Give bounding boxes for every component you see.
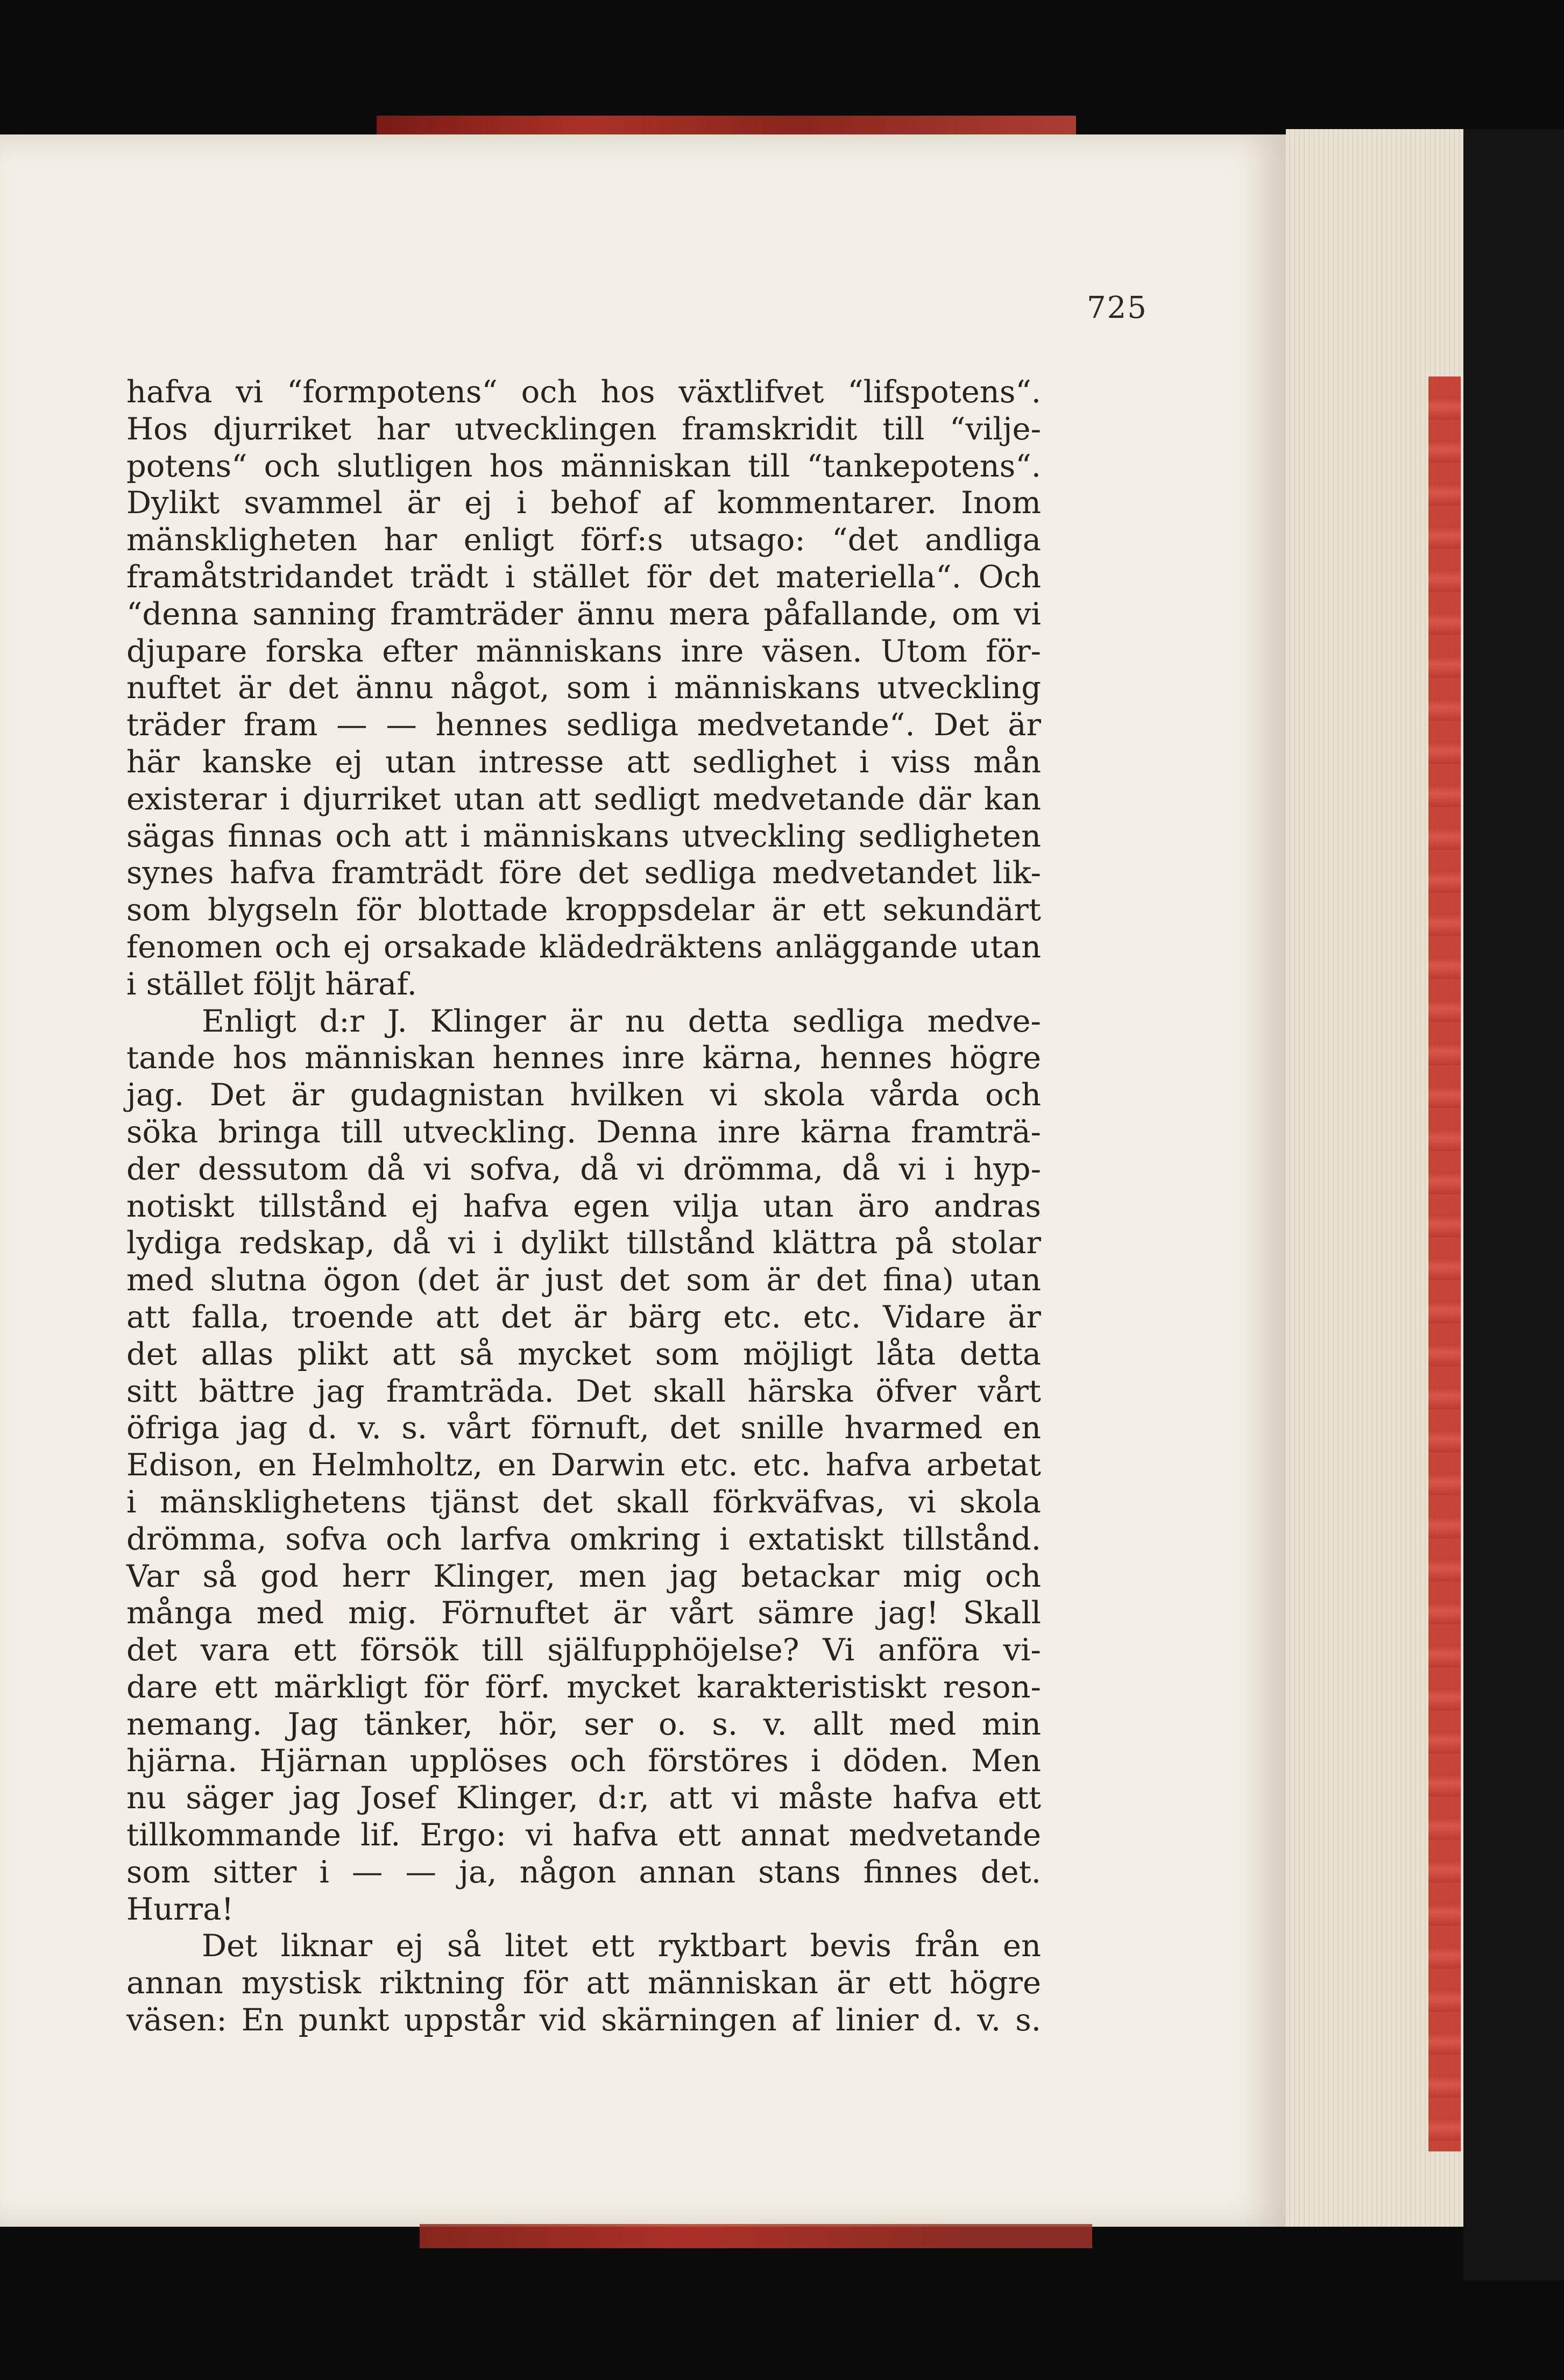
text-line: sägas finnas och att i människans utveckling sedligheten — [126, 818, 1041, 854]
text-line: tande hos människan hennes inre kärna, hennes högre — [126, 1040, 1041, 1076]
text-line: med slutna ögon (det är just det som är det fina) utan — [126, 1262, 1041, 1298]
text-line: tillkommande lif. Ergo: vi hafva ett annat medvetande — [126, 1817, 1041, 1853]
text-line: söka bringa till utveckling. Denna inre kärna framträ- — [126, 1113, 1041, 1150]
text-line: det allas plikt att så mycket som möjligt låta detta — [126, 1335, 1041, 1372]
text-line: sitt bättre jag framträda. Det skall härska öfver vårt — [126, 1373, 1041, 1409]
text-line: potens“ och slutligen hos människan till “tankepotens“. — [126, 447, 1041, 484]
text-line: som sitter i — — ja, någon annan stans finnes det. — [126, 1853, 1041, 1890]
text-line: lydiga redskap, då vi i dylikt tillstånd klättra på stolar — [126, 1225, 1041, 1261]
text-line: synes hafva framträdt före det sedliga medvetandet lik- — [126, 855, 1041, 891]
text-line: Var så god herr Klinger, men jag betackar mig och — [126, 1558, 1041, 1594]
text-line: existerar i djurriket utan att sedligt medvetande där kan — [126, 780, 1041, 817]
text-line: Enligt d:r J. Klinger är nu detta sedliga medve- — [202, 1003, 1041, 1039]
text-line: att falla, troende att det är bärg etc. etc. Vidare är — [126, 1298, 1041, 1335]
text-line: dare ett märkligt för förf. mycket karakteristiskt reson- — [126, 1668, 1041, 1705]
text-line: många med mig. Förnuftet är vårt sämre jag! Skall — [126, 1595, 1041, 1631]
text-line: det vara ett försök till själfupphöjelse? Vi anföra vi- — [126, 1632, 1041, 1668]
text-line: annan mystisk riktning för att människan är ett högre — [126, 1965, 1041, 2001]
text-line: nu säger jag Josef Klinger, d:r, att vi måste hafva ett — [126, 1780, 1041, 1816]
text-line: jag. Det är gudagnistan hvilken vi skola vårda och — [126, 1077, 1041, 1113]
text-line: “denna sanning framträder ännu mera påfallande, om vi — [126, 595, 1041, 632]
red-page-edge — [1428, 376, 1461, 2151]
text-line: Hos djurriket har utvecklingen framskridit till “vilje- — [126, 410, 1041, 447]
text-line: hafva vi “formpotens“ och hos växtlifvet “lifspotens“. — [126, 374, 1041, 410]
book-cover — [1463, 129, 1564, 2280]
text-line: nuftet är det ännu något, som i människans utveckling — [126, 670, 1041, 706]
text-line: framåtstridandet trädt i stället för det materiella“. Och — [126, 558, 1041, 595]
text-line: Dylikt svammel är ej i behof af kommentarer. Inom — [126, 485, 1041, 521]
text-line: nemang. Jag tänker, hör, ser o. s. v. allt med min — [126, 1706, 1041, 1742]
text-line: Det liknar ej så litet ett ryktbart bevis från en — [202, 1928, 1041, 1964]
text-line: väsen: En punkt uppstår vid skärningen af linier d. v. s. — [126, 2002, 1041, 2038]
text-line: i mänsklighetens tjänst det skall förkväfvas, vi skola — [126, 1483, 1041, 1520]
text-line: träder fram — — hennes sedliga medvetande“. Det är — [126, 707, 1041, 743]
text-line: der dessutom då vi sofva, då vi drömma, då vi i hyp- — [126, 1150, 1041, 1187]
book-edge-bottom — [420, 2224, 1092, 2248]
text-line: Hurra! — [126, 1891, 234, 1927]
text-line: djupare forska efter människans inre väsen. Utom för- — [126, 633, 1041, 669]
text-line: mänskligheten har enligt förf:s utsago: “det andliga — [126, 522, 1041, 558]
text-line: fenomen och ej orsakade klädedräktens anläggande utan — [126, 928, 1041, 965]
text-line: öfriga jag d. v. s. vårt förnuft, det snille hvarmed en — [126, 1410, 1041, 1446]
text-line: i stället följt häraf. — [126, 965, 417, 1002]
text-line: drömma, sofva och larfva omkring i extatiskt tillstånd. — [126, 1521, 1041, 1557]
text-line: här kanske ej utan intresse att sedlighet i viss mån — [126, 743, 1041, 780]
body-text — [126, 374, 1041, 2039]
text-line: hjärna. Hjärnan upplöses och förstöres i döden. Men — [126, 1743, 1041, 1779]
text-line: som blygseln för blottade kroppsdelar är ett sekundärt — [126, 892, 1041, 928]
text-line: Edison, en Helmholtz, en Darwin etc. etc. hafva arbetat — [126, 1447, 1041, 1483]
page-number: 725 — [1087, 290, 1148, 325]
text-line: notiskt tillstånd ej hafva egen vilja utan äro andras — [126, 1188, 1041, 1224]
